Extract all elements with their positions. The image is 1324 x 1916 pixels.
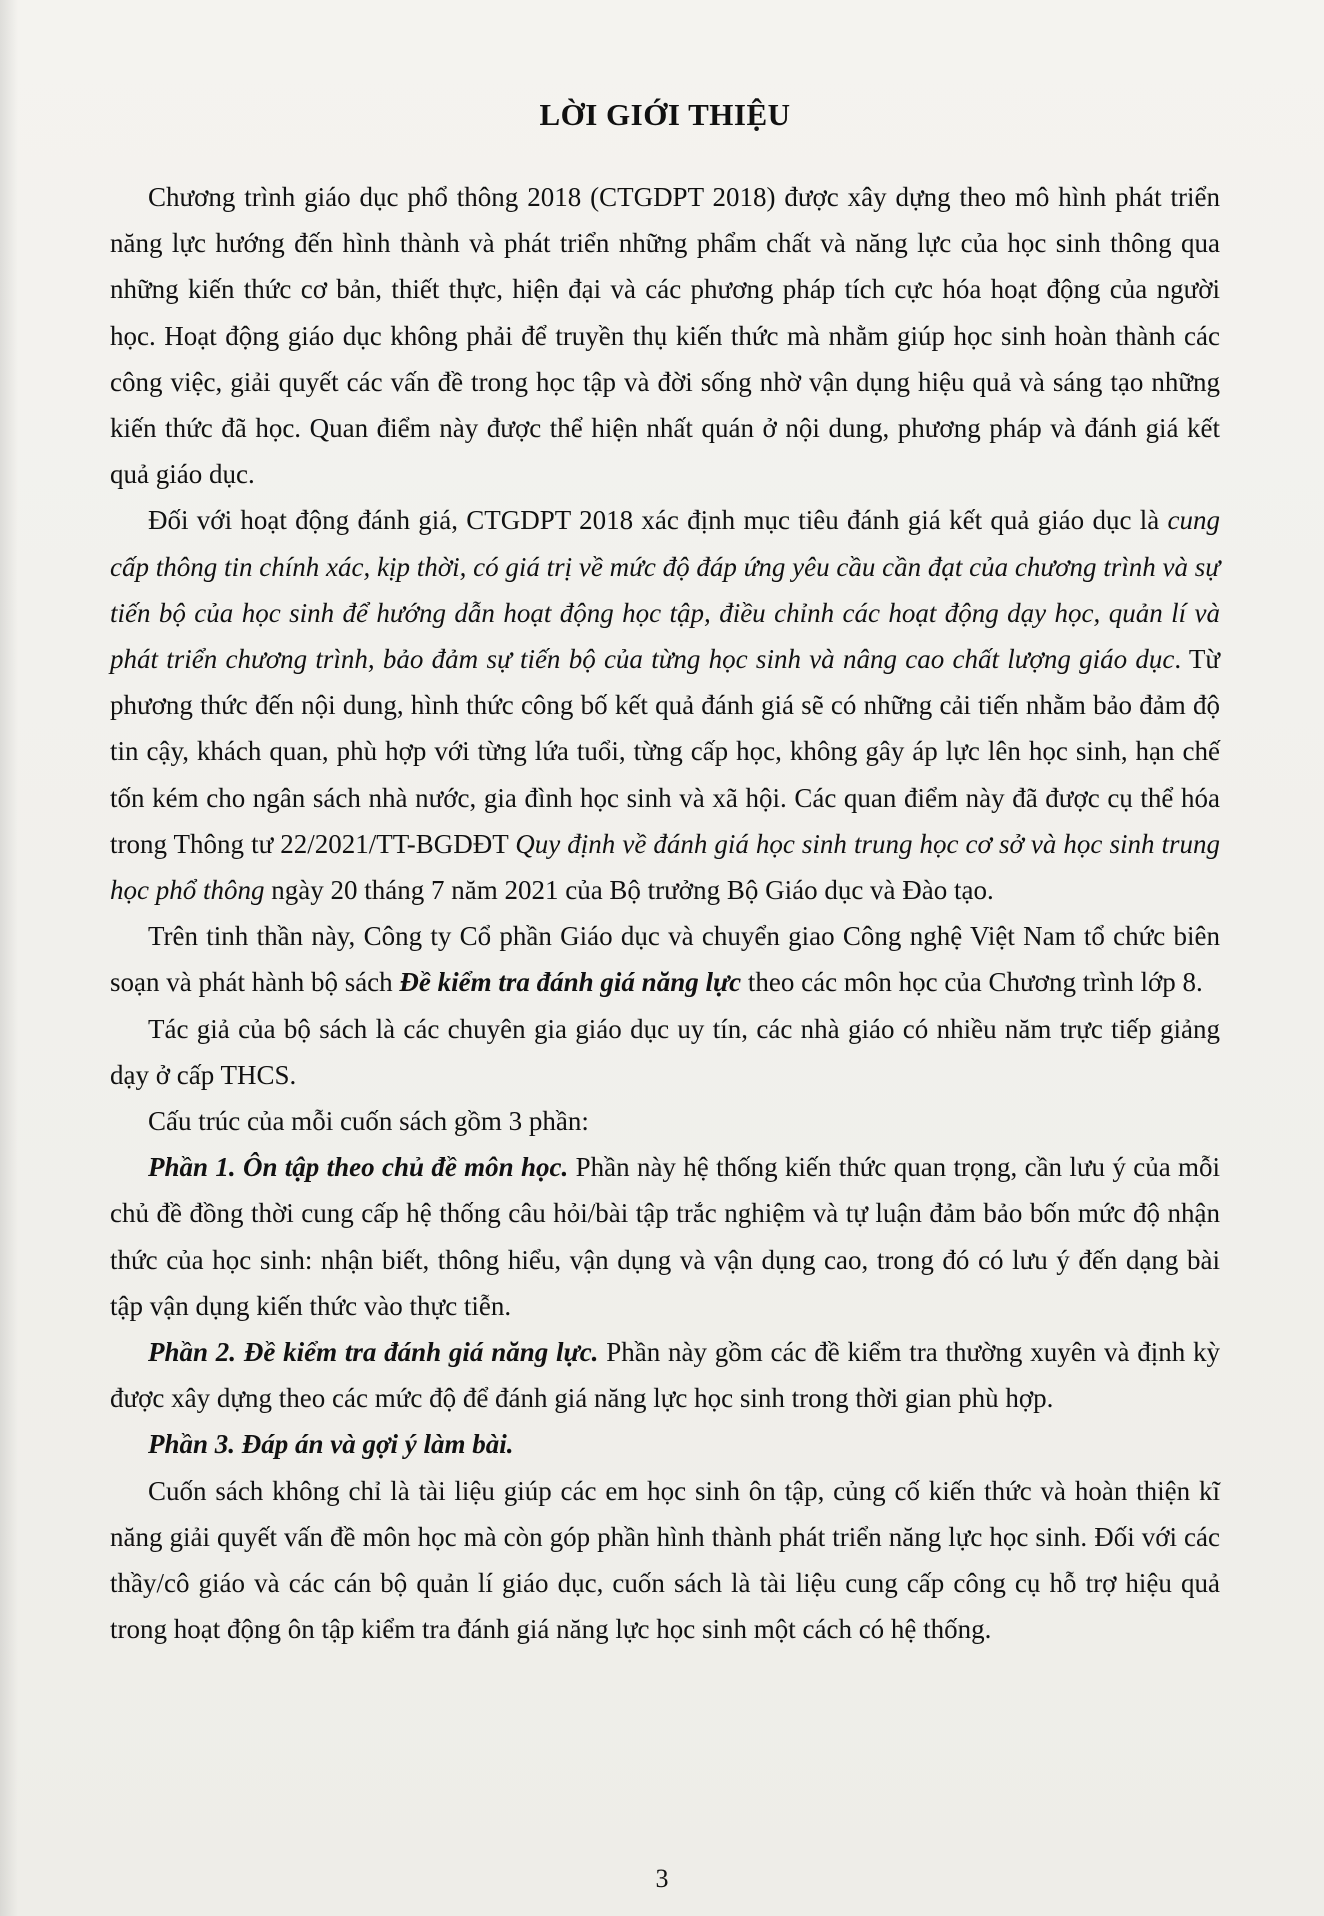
paragraph-part-2: [110, 1329, 1220, 1421]
paragraph-publisher: [110, 913, 1220, 1005]
paragraph-structure: Cấu trúc của mỗi cuốn sách gồm 3 phần:: [148, 1106, 589, 1137]
paragraph-authors: Tác giả của bộ sách là các chuyên gia giáo dục uy tín, các nhà giáo có nhiều năm trực tiếp giảng dạy ở cấp THCS.: [110, 1013, 1220, 1090]
page-title: LỜI GIỚI THIỆU: [539, 97, 791, 132]
text-segment: Trên tinh thần này, Công ty Cổ phần Giáo dục và chuyển giao Công nghệ Việt Nam tổ chức biên soạn và phát hành bộ sách: [110, 921, 1220, 998]
page-content: [110, 92, 1220, 1653]
text-segment: . Từ phương thức đến nội dung, hình thức công bố kết quả đánh giá sẽ có những cải tiến nhằm bảo đảm độ tin cậy, khách quan, phù hợp với từng lứa tuổi, từng cấp học, không gây áp lực lên học sinh, hạn chế tốn kém cho ngân sách nhà nước, gia đình học sinh và xã hội. Các quan điểm này đã được cụ thể hóa trong Thông tư 22/2021/TT-BGDĐT: [110, 644, 1221, 859]
paragraph-part-1: [110, 1144, 1220, 1329]
italic-segment: cung cấp thông tin chính xác, kịp thời, có giá trị về mức độ đáp ứng yêu cầu cần đạt của chương trình và sự tiến bộ của học sinh để hướng dẫn hoạt động học tập, điều chỉnh các hoạt động dạy học, quản lí và phát triển chương trình, bảo đảm sự tiến bộ của từng học sinh và nâng cao chất lượng giáo dục: [110, 505, 1220, 675]
page-number: 3: [655, 1864, 669, 1893]
text-segment: ngày 20 tháng 7 năm 2021 của Bộ trưởng Bộ Giáo dục và Đào tạo.: [264, 875, 994, 906]
book-series-title: Đề kiểm tra đánh giá năng lực: [399, 967, 742, 998]
text-segment: theo các môn học của Chương trình lớp 8.: [741, 967, 1203, 998]
part-1-text: Phần này hệ thống kiến thức quan trọng, cần lưu ý của mỗi chủ đề đồng thời cung cấp hệ thống câu hỏi/bài tập trắc nghiệm và tự luận đảm bảo bốn mức độ nhận thức của học sinh: nhận biết, thông hiểu, vận dụng và vận dụng cao, trong đó có lưu ý đến dạng bài tập vận dụng kiến thức vào thực tiễn.: [110, 1152, 1221, 1321]
part-2-text: Phần này gồm các đề kiểm tra thường xuyên và định kỳ được xây dựng theo các mức độ để đánh giá năng lực học sinh trong thời gian phù hợp.: [110, 1337, 1220, 1414]
part-2-heading: Phần 2. Đề kiểm tra đánh giá năng lực.: [148, 1337, 599, 1368]
part-1-heading: Phần 1. Ôn tập theo chủ đề môn học.: [148, 1152, 569, 1183]
italic-segment: Quy định về đánh giá học sinh trung học cơ sở và học sinh trung học phổ thông: [110, 828, 1220, 906]
paragraph-part-3: [110, 1421, 1220, 1467]
paragraph-conclusion: Cuốn sách không chỉ là tài liệu giúp các em học sinh ôn tập, củng cố kiến thức và hoàn thiện kĩ năng giải quyết vấn đề môn học mà còn góp phần hình thành phát triển năng lực học sinh. Đối với các thầy/cô giáo và các cán bộ quản lí giáo dục, cuốn sách là tài liệu cung cấp công cụ hỗ trợ hiệu quả trong hoạt động ôn tập kiểm tra đánh giá năng lực học sinh một cách có hệ thống.: [110, 1475, 1220, 1645]
paragraph-intro: Chương trình giáo dục phổ thông 2018 (CTGDPT 2018) được xây dựng theo mô hình phát triển năng lực hướng đến hình thành và phát triển những phẩm chất và năng lực của học sinh thông qua những kiến thức cơ bản, thiết thực, hiện đại và các phương pháp tích cực hóa hoạt động của người học. Hoạt động giáo dục không phải để truyền thụ kiến thức mà nhằm giúp học sinh hoàn thành các công việc, giải quyết các vấn đề trong học tập và đời sống nhờ vận dụng hiệu quả và sáng tạo những kiến thức đã học. Quan điểm này được thể hiện nhất quán ở nội dung, phương pháp và đánh giá kết quả giáo dục.: [110, 182, 1220, 490]
part-3-heading: Phần 3. Đáp án và gợi ý làm bài.: [148, 1429, 514, 1460]
text-segment: Đối với hoạt động đánh giá, CTGDPT 2018 xác định mục tiêu đánh giá kết quả giáo dục là: [148, 505, 1168, 536]
paragraph-assessment: [110, 497, 1220, 913]
